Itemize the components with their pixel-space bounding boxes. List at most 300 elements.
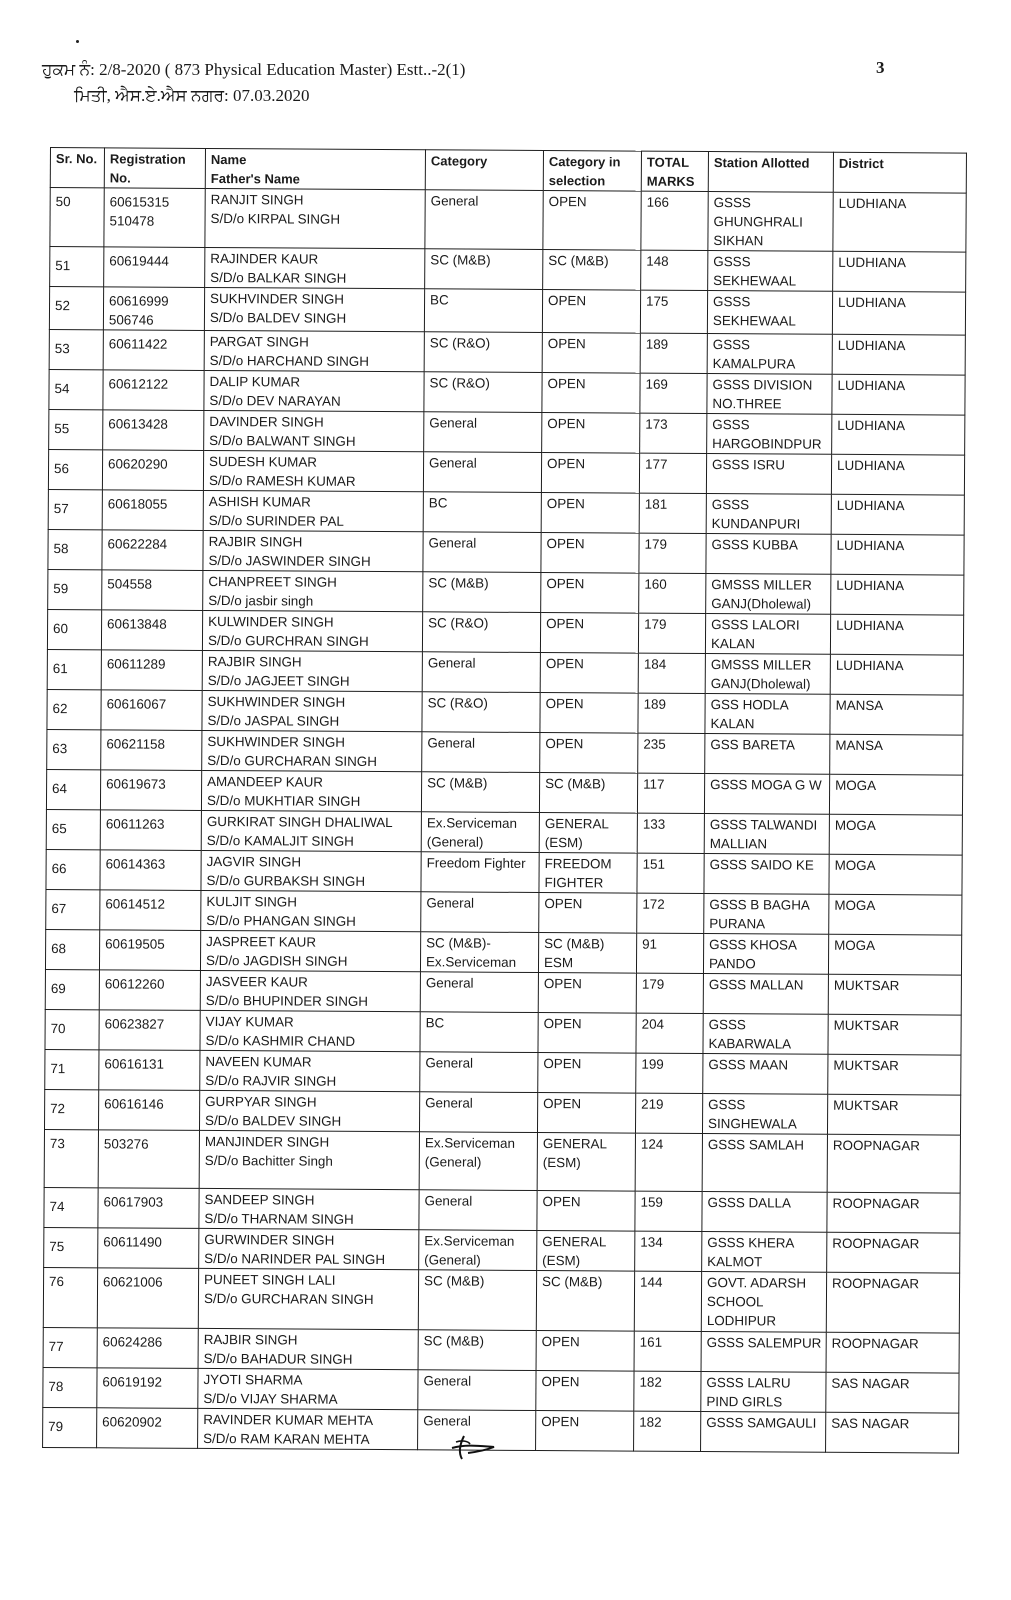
- cell-total-marks: 189: [638, 693, 705, 733]
- father-name: S/D/o GURCHARAN SINGH: [207, 752, 377, 770]
- table-header-row: [50, 148, 966, 194]
- cell-category: BC: [423, 492, 541, 533]
- cell-district: SAS NAGAR: [826, 1412, 959, 1453]
- applicant-name: SANDEEP SINGH: [204, 1191, 315, 1208]
- cell-sr-no: 53: [49, 329, 103, 369]
- cell-sr-no: 73: [44, 1129, 98, 1187]
- cell-total-marks: 117: [637, 773, 704, 813]
- cell-registration-no: 60612122: [103, 370, 204, 411]
- applicant-name: GURWINDER SINGH: [204, 1231, 335, 1248]
- cell-name: [202, 650, 422, 691]
- cell-sr-no: 68: [45, 929, 99, 969]
- cell-station-allotted: GSSS LALRU PIND GIRLS: [701, 1371, 826, 1412]
- table-row: [49, 287, 965, 336]
- cell-total-marks: 189: [640, 333, 707, 373]
- cell-registration-no: 60619505: [99, 930, 200, 971]
- cell-total-marks: 175: [640, 290, 707, 333]
- cell-district: LUDHIANA: [833, 251, 966, 292]
- cell-total-marks: 182: [634, 1411, 701, 1451]
- cell-name: [198, 1328, 418, 1369]
- cell-sr-no: 72: [44, 1089, 98, 1129]
- cell-registration-no: 60613848: [101, 610, 202, 651]
- cell-registration-no: 60621158: [101, 730, 202, 771]
- applicant-name: RAVINDER KUMAR MEHTA: [203, 1411, 374, 1428]
- applicant-name: NAVEEN KUMAR: [205, 1053, 312, 1070]
- cell-sr-no: 71: [45, 1049, 99, 1089]
- table-row: [49, 409, 965, 455]
- cell-district: MOGA: [829, 774, 962, 815]
- cell-district: LUDHIANA: [832, 414, 965, 455]
- cell-category-in-selection: OPEN: [540, 653, 638, 694]
- cell-station-allotted: GSSS MAAN: [703, 1054, 828, 1095]
- cell-category-in-selection: OPEN: [542, 373, 640, 414]
- cell-name: [201, 850, 421, 891]
- cell-station-allotted: GSSS TALWANDI MALLIAN: [704, 814, 829, 855]
- applicant-name: GURKIRAT SINGH DHALIWAL: [206, 813, 393, 831]
- cell-district: ROOPNAGAR: [826, 1272, 959, 1333]
- cell-category-in-selection: OPEN: [541, 453, 639, 494]
- cell-category: BC: [420, 1012, 538, 1053]
- cell-total-marks: 160: [639, 573, 706, 613]
- cell-station-allotted: GSSS SAIDO KE: [704, 854, 829, 895]
- cell-station-allotted: GSS HODLA KALAN: [705, 694, 830, 735]
- cell-sr-no: 60: [47, 609, 101, 649]
- cell-station-allotted: GSSS KUBBA: [706, 534, 831, 575]
- cell-registration-no: 60619673: [100, 770, 201, 811]
- cell-category-in-selection: FREEDOM FIGHTER: [539, 853, 637, 894]
- table-row: [46, 809, 962, 855]
- cell-sr-no: 50: [50, 188, 104, 247]
- cell-sr-no: 78: [43, 1367, 97, 1407]
- table-row: [49, 329, 965, 375]
- father-name: S/D/o NARINDER PAL SINGH: [204, 1250, 386, 1268]
- father-name: S/D/o JAGJEET SINGH: [207, 672, 350, 689]
- cell-registration-no: 60619192: [97, 1368, 198, 1409]
- applicant-name: RAJINDER KAUR: [210, 250, 319, 267]
- cell-name: [198, 1408, 418, 1449]
- cell-sr-no: 59: [48, 569, 102, 609]
- cell-station-allotted: GSSS SEKHEWAAL: [708, 251, 833, 292]
- cell-category: General: [421, 892, 539, 933]
- cell-total-marks: 182: [634, 1371, 701, 1411]
- col-name: [205, 148, 425, 189]
- selection-list-table-wrapper: [42, 147, 966, 1454]
- cell-district: MOGA: [829, 894, 962, 935]
- applicant-name: MANJINDER SINGH: [204, 1133, 330, 1150]
- cell-name: [204, 330, 424, 371]
- cell-category: General: [418, 1370, 536, 1411]
- table-row: [48, 449, 964, 495]
- table-row: [47, 649, 963, 695]
- father-name: S/D/o KAMALJIT SINGH: [206, 832, 354, 849]
- cell-sr-no: 58: [48, 529, 102, 569]
- cell-district: ROOPNAGAR: [827, 1192, 960, 1233]
- cell-registration-no: 60611422: [103, 330, 204, 371]
- cell-category: General: [420, 1052, 538, 1093]
- applicant-name: JYOTI SHARMA: [203, 1371, 303, 1388]
- cell-registration-no: 60613428: [103, 410, 204, 451]
- col-name-label: Name: [210, 151, 247, 168]
- cell-total-marks: 166: [641, 191, 708, 250]
- col-district: District: [833, 152, 966, 193]
- applicant-name: AMANDEEP KAUR: [207, 773, 324, 790]
- cell-category-in-selection: OPEN: [542, 290, 640, 334]
- cell-category-in-selection: OPEN: [541, 533, 639, 574]
- page-number: 3: [876, 58, 885, 77]
- table-row: [48, 529, 964, 575]
- father-name: S/D/o JASPAL SINGH: [207, 712, 340, 729]
- cell-registration-no: 60624286: [97, 1328, 198, 1369]
- table-row: [45, 969, 961, 1015]
- father-name: S/D/o KASHMIR CHAND: [205, 1032, 356, 1049]
- cell-sr-no: 54: [49, 369, 103, 409]
- father-name: S/D/o GURBAKSH SINGH: [206, 872, 366, 889]
- cell-category: General: [422, 652, 540, 693]
- cell-category: General: [424, 412, 542, 453]
- selection-list-table: [42, 147, 967, 1454]
- cell-sr-no: 69: [45, 969, 99, 1009]
- cell-registration-no: 60620290: [102, 450, 203, 491]
- cell-category-in-selection: SC (M&B): [543, 250, 641, 291]
- cell-name: [204, 410, 424, 451]
- father-name: S/D/o BALWANT SINGH: [209, 432, 356, 449]
- cell-category: Ex.Serviceman (General): [421, 812, 539, 853]
- cell-name: [203, 490, 423, 531]
- cell-registration-no: 504558: [102, 570, 203, 611]
- cell-category: SC (M&B)- Ex.Serviceman: [420, 932, 538, 973]
- cell-registration-no: 60614363: [100, 850, 201, 891]
- father-name: S/D/o BALKAR SINGH: [210, 269, 347, 286]
- cell-category: SC (R&O): [424, 332, 542, 373]
- cell-category-in-selection: OPEN: [537, 1190, 635, 1231]
- table-row: [44, 1129, 960, 1193]
- cell-district: ROOPNAGAR: [827, 1232, 960, 1273]
- cell-name: [203, 450, 423, 491]
- col-category: Category: [425, 150, 543, 191]
- cell-category-in-selection: OPEN: [538, 1052, 636, 1093]
- cell-name: [205, 188, 425, 248]
- cell-category: SC (R&O): [422, 612, 540, 653]
- father-name: S/D/o RAM KARAN MEHTA: [203, 1430, 370, 1447]
- cell-registration-no: 60621006: [97, 1268, 198, 1329]
- cell-category: General: [419, 1190, 537, 1231]
- cell-category-in-selection: OPEN: [538, 972, 636, 1013]
- cell-district: LUDHIANA: [832, 374, 965, 415]
- cell-name: [200, 930, 420, 971]
- cell-total-marks: 144: [634, 1271, 701, 1331]
- applicant-name: CHANPREET SINGH: [208, 573, 337, 590]
- cell-sr-no: 52: [49, 287, 103, 330]
- cell-category: General: [423, 532, 541, 573]
- cell-sr-no: 70: [45, 1009, 99, 1049]
- cell-total-marks: 177: [639, 453, 706, 493]
- cell-total-marks: 179: [636, 973, 703, 1013]
- father-name: S/D/o RAMESH KUMAR: [208, 472, 356, 489]
- cell-station-allotted: GSSS SALEMPUR: [701, 1332, 826, 1373]
- cell-total-marks: 235: [638, 733, 705, 773]
- cell-total-marks: 159: [635, 1191, 702, 1231]
- cell-sr-no: 65: [46, 809, 100, 849]
- cell-station-allotted: GSSS KUNDANPURI: [706, 494, 831, 535]
- father-name: S/D/o PHANGAN SINGH: [206, 912, 356, 929]
- applicant-name: SUKHVINDER SINGH: [210, 290, 345, 307]
- cell-registration-no: 60616067: [101, 690, 202, 731]
- cell-category-in-selection: OPEN: [540, 613, 638, 654]
- applicant-name: RAJBIR SINGH: [207, 653, 302, 670]
- cell-registration-no: 60616146: [98, 1090, 199, 1131]
- table-row: [46, 889, 962, 935]
- cell-district: LUDHIANA: [831, 534, 964, 575]
- cell-station-allotted: GSSS SEKHEWAAL: [707, 291, 832, 335]
- father-name: S/D/o RAJVIR SINGH: [205, 1072, 337, 1089]
- cell-registration-no: 60618055: [102, 490, 203, 531]
- cell-name: [201, 890, 421, 931]
- cell-sr-no: 77: [43, 1327, 97, 1367]
- cell-total-marks: 199: [636, 1053, 703, 1093]
- applicant-name: SUKHWINDER SINGH: [207, 693, 346, 710]
- applicant-name: JASVEER KAUR: [205, 973, 308, 990]
- cell-category-in-selection: OPEN: [536, 1330, 634, 1371]
- cell-name: [200, 1050, 420, 1091]
- cell-name: [202, 610, 422, 651]
- cell-category: Ex.Serviceman (General): [419, 1132, 537, 1191]
- cell-name: [202, 690, 422, 731]
- cell-category: General: [420, 972, 538, 1013]
- cell-district: MUKTSAR: [828, 974, 961, 1015]
- cell-sr-no: 74: [44, 1187, 98, 1227]
- cell-district: LUDHIANA: [832, 334, 965, 375]
- applicant-name: KULJIT SINGH: [206, 893, 297, 910]
- table-row: [47, 609, 963, 655]
- col-category-in-selection: Category in selection: [543, 151, 641, 192]
- cell-category-in-selection: OPEN: [541, 573, 639, 614]
- cell-station-allotted: GMSSS MILLER GANJ(Dholewal): [705, 654, 830, 695]
- cell-category-in-selection: OPEN: [540, 733, 638, 774]
- table-row: [43, 1267, 959, 1333]
- cell-name: [199, 1228, 419, 1269]
- cell-category: SC (M&B): [418, 1330, 536, 1371]
- table-row: [46, 849, 962, 895]
- cell-station-allotted: GSSS MOGA G W: [704, 774, 829, 815]
- applicant-name: JAGVIR SINGH: [206, 853, 302, 870]
- cell-category-in-selection: OPEN: [540, 693, 638, 734]
- father-name: S/D/o BHUPINDER SINGH: [205, 992, 369, 1009]
- table-row: [49, 369, 965, 415]
- cell-sr-no: 51: [50, 247, 104, 287]
- cell-category-in-selection: SC (M&B): [539, 773, 637, 814]
- cell-station-allotted: GSSS SAMGAULI: [701, 1411, 826, 1452]
- father-name: S/D/o HARCHAND SINGH: [209, 352, 369, 369]
- cell-station-allotted: GSSS HARGOBINDPUR: [707, 414, 832, 455]
- cell-total-marks: 179: [638, 613, 705, 653]
- cell-name: [201, 810, 421, 851]
- cell-district: ROOPNAGAR: [826, 1332, 959, 1373]
- cell-district: MUKTSAR: [827, 1094, 960, 1135]
- cell-category: General: [418, 1410, 536, 1451]
- father-name: S/D/o JASWINDER SINGH: [208, 552, 371, 569]
- cell-district: LUDHIANA: [831, 454, 964, 495]
- cell-total-marks: 204: [636, 1013, 703, 1053]
- cell-station-allotted: GSSS ISRU: [706, 454, 831, 495]
- table-row: [44, 1089, 960, 1135]
- cell-total-marks: 172: [637, 893, 704, 933]
- cell-sr-no: 55: [49, 409, 103, 449]
- applicant-name: DALIP KUMAR: [209, 373, 301, 390]
- cell-sr-no: 75: [44, 1227, 98, 1267]
- cell-category: SC (M&B): [421, 772, 539, 813]
- col-station-allotted: Station Allotted: [708, 152, 833, 193]
- table-row: [47, 729, 963, 775]
- cell-category-in-selection: OPEN: [542, 413, 640, 454]
- table-row: [47, 689, 963, 735]
- cell-sr-no: 64: [46, 769, 100, 809]
- cell-total-marks: 161: [634, 1331, 701, 1371]
- applicant-name: JASPREET KAUR: [206, 933, 317, 950]
- cell-category: SC (R&O): [424, 372, 542, 413]
- cell-registration-no: 60615315 510478: [104, 188, 205, 248]
- table-row: [44, 1227, 960, 1273]
- cell-category-in-selection: OPEN: [537, 1092, 635, 1133]
- table-row: [48, 569, 964, 615]
- applicant-name: RAJBIR SINGH: [203, 1331, 298, 1348]
- table-row: [45, 929, 961, 975]
- cell-sr-no: 62: [47, 689, 101, 729]
- cell-station-allotted: GSSS KHERA KALMOT: [702, 1232, 827, 1273]
- table-row: [43, 1367, 959, 1413]
- applicant-name: PUNEET SINGH LALI: [204, 1271, 336, 1288]
- cell-sr-no: 57: [48, 489, 102, 529]
- father-name: S/D/o JAGDISH SINGH: [205, 952, 348, 969]
- table-row: [43, 1327, 959, 1373]
- cell-category: General: [423, 452, 541, 493]
- cell-station-allotted: GSSS KAMALPURA: [707, 334, 832, 375]
- cell-category-in-selection: OPEN: [536, 1410, 634, 1451]
- cell-total-marks: 148: [641, 250, 708, 290]
- cell-category: General: [422, 732, 540, 773]
- cell-registration-no: 60611263: [100, 810, 201, 851]
- father-name: S/D/o MUKHTIAR SINGH: [206, 792, 361, 809]
- cell-name: [203, 570, 423, 611]
- cell-station-allotted: GSSS LALORI KALAN: [705, 614, 830, 655]
- cell-category: SC (R&O): [422, 692, 540, 733]
- cell-station-allotted: GSSS B BAGHA PURANA: [704, 894, 829, 935]
- cell-station-allotted: GSSS DIVISION NO.THREE: [707, 374, 832, 415]
- cell-sr-no: 66: [46, 849, 100, 889]
- cell-district: MANSA: [830, 694, 963, 735]
- cell-registration-no: 60617903: [98, 1188, 199, 1229]
- cell-total-marks: 184: [638, 653, 705, 693]
- father-name: S/D/o BALDEV SINGH: [209, 309, 347, 326]
- cell-sr-no: 61: [47, 649, 101, 689]
- cell-sr-no: 67: [46, 889, 100, 929]
- father-name: S/D/o VIJAY SHARMA: [203, 1390, 338, 1407]
- table-row: [46, 769, 962, 815]
- cell-sr-no: 76: [43, 1267, 97, 1327]
- cell-registration-no: 60616131: [99, 1050, 200, 1091]
- cell-district: MANSA: [830, 734, 963, 775]
- cell-category-in-selection: GENERAL (ESM): [539, 813, 637, 854]
- applicant-name: VIJAY KUMAR: [205, 1013, 294, 1030]
- cell-total-marks: 134: [635, 1231, 702, 1271]
- cell-station-allotted: GSSS SINGHEWALA: [702, 1094, 827, 1135]
- cell-district: MOGA: [829, 814, 962, 855]
- cell-total-marks: 181: [639, 493, 706, 533]
- cell-total-marks: 133: [637, 813, 704, 853]
- cell-category-in-selection: OPEN: [542, 333, 640, 374]
- table-row: [50, 247, 966, 293]
- father-name: S/D/o KIRPAL SINGH: [210, 210, 341, 227]
- cell-registration-no: 60614512: [100, 890, 201, 931]
- table-row: [50, 188, 966, 253]
- cell-registration-no: 60611289: [101, 650, 202, 691]
- cell-name: [201, 770, 421, 811]
- father-name: S/D/o jasbir singh: [208, 592, 314, 609]
- cell-name: [199, 1090, 419, 1131]
- cell-district: LUDHIANA: [831, 574, 964, 615]
- cell-district: LUDHIANA: [831, 494, 964, 535]
- cell-total-marks: 179: [639, 533, 706, 573]
- applicant-name: SUKHWINDER SINGH: [207, 733, 346, 750]
- cell-category: General: [425, 190, 543, 250]
- cell-station-allotted: GSSS MALLAN: [703, 974, 828, 1015]
- cell-category-in-selection: OPEN: [539, 893, 637, 934]
- cell-registration-no: 60623827: [99, 1010, 200, 1051]
- col-registration-no: Registration No.: [104, 148, 205, 189]
- cell-category-in-selection: OPEN: [541, 493, 639, 534]
- cell-district: MUKTSAR: [828, 1054, 961, 1095]
- cell-name: [203, 530, 423, 571]
- cell-district: LUDHIANA: [832, 291, 965, 335]
- cell-category: General: [419, 1092, 537, 1133]
- cell-station-allotted: GSSS KABARWALA: [703, 1014, 828, 1055]
- applicant-name: DAVINDER SINGH: [209, 413, 324, 430]
- father-name: S/D/o BALDEV SINGH: [205, 1112, 342, 1129]
- father-name: S/D/o THARNAM SINGH: [204, 1210, 354, 1227]
- cell-station-allotted: GMSSS MILLER GANJ(Dholewal): [706, 574, 831, 615]
- father-name: S/D/o Bachitter Singh: [204, 1152, 333, 1169]
- cell-registration-no: 60616999 506746: [103, 287, 204, 331]
- applicant-name: RANJIT SINGH: [210, 191, 304, 208]
- cell-district: MOGA: [828, 934, 961, 975]
- cell-station-allotted: GSSS KHOSA PANDO: [703, 934, 828, 975]
- cell-district: ROOPNAGAR: [827, 1134, 960, 1193]
- cell-total-marks: 173: [640, 413, 707, 453]
- father-name: S/D/o SURINDER PAL: [208, 512, 344, 529]
- cell-total-marks: 219: [635, 1093, 702, 1133]
- cell-name: [200, 970, 420, 1011]
- cell-category: BC: [424, 289, 542, 333]
- cell-registration-no: 60619444: [104, 247, 205, 288]
- applicant-name: RAJBIR SINGH: [208, 533, 303, 550]
- cell-sr-no: 63: [47, 729, 101, 769]
- father-name: S/D/o GURCHRAN SINGH: [207, 632, 369, 649]
- cell-category-in-selection: OPEN: [538, 1012, 636, 1053]
- applicant-name: GURPYAR SINGH: [205, 1093, 317, 1110]
- cell-district: MOGA: [829, 854, 962, 895]
- cell-station-allotted: GSS BARETA: [705, 734, 830, 775]
- cell-station-allotted: GSSS DALLA: [702, 1192, 827, 1233]
- father-name: S/D/o GURCHARAN SINGH: [203, 1290, 374, 1307]
- cell-name: [205, 247, 425, 288]
- cell-registration-no: 60611490: [98, 1228, 199, 1269]
- cell-name: [198, 1368, 418, 1409]
- cell-total-marks: 124: [635, 1133, 702, 1191]
- cell-name: [200, 1010, 420, 1051]
- cell-sr-no: 56: [48, 449, 102, 489]
- stray-mark: [76, 40, 79, 43]
- cell-name: [204, 370, 424, 411]
- col-father-label: Father's Name: [210, 170, 300, 187]
